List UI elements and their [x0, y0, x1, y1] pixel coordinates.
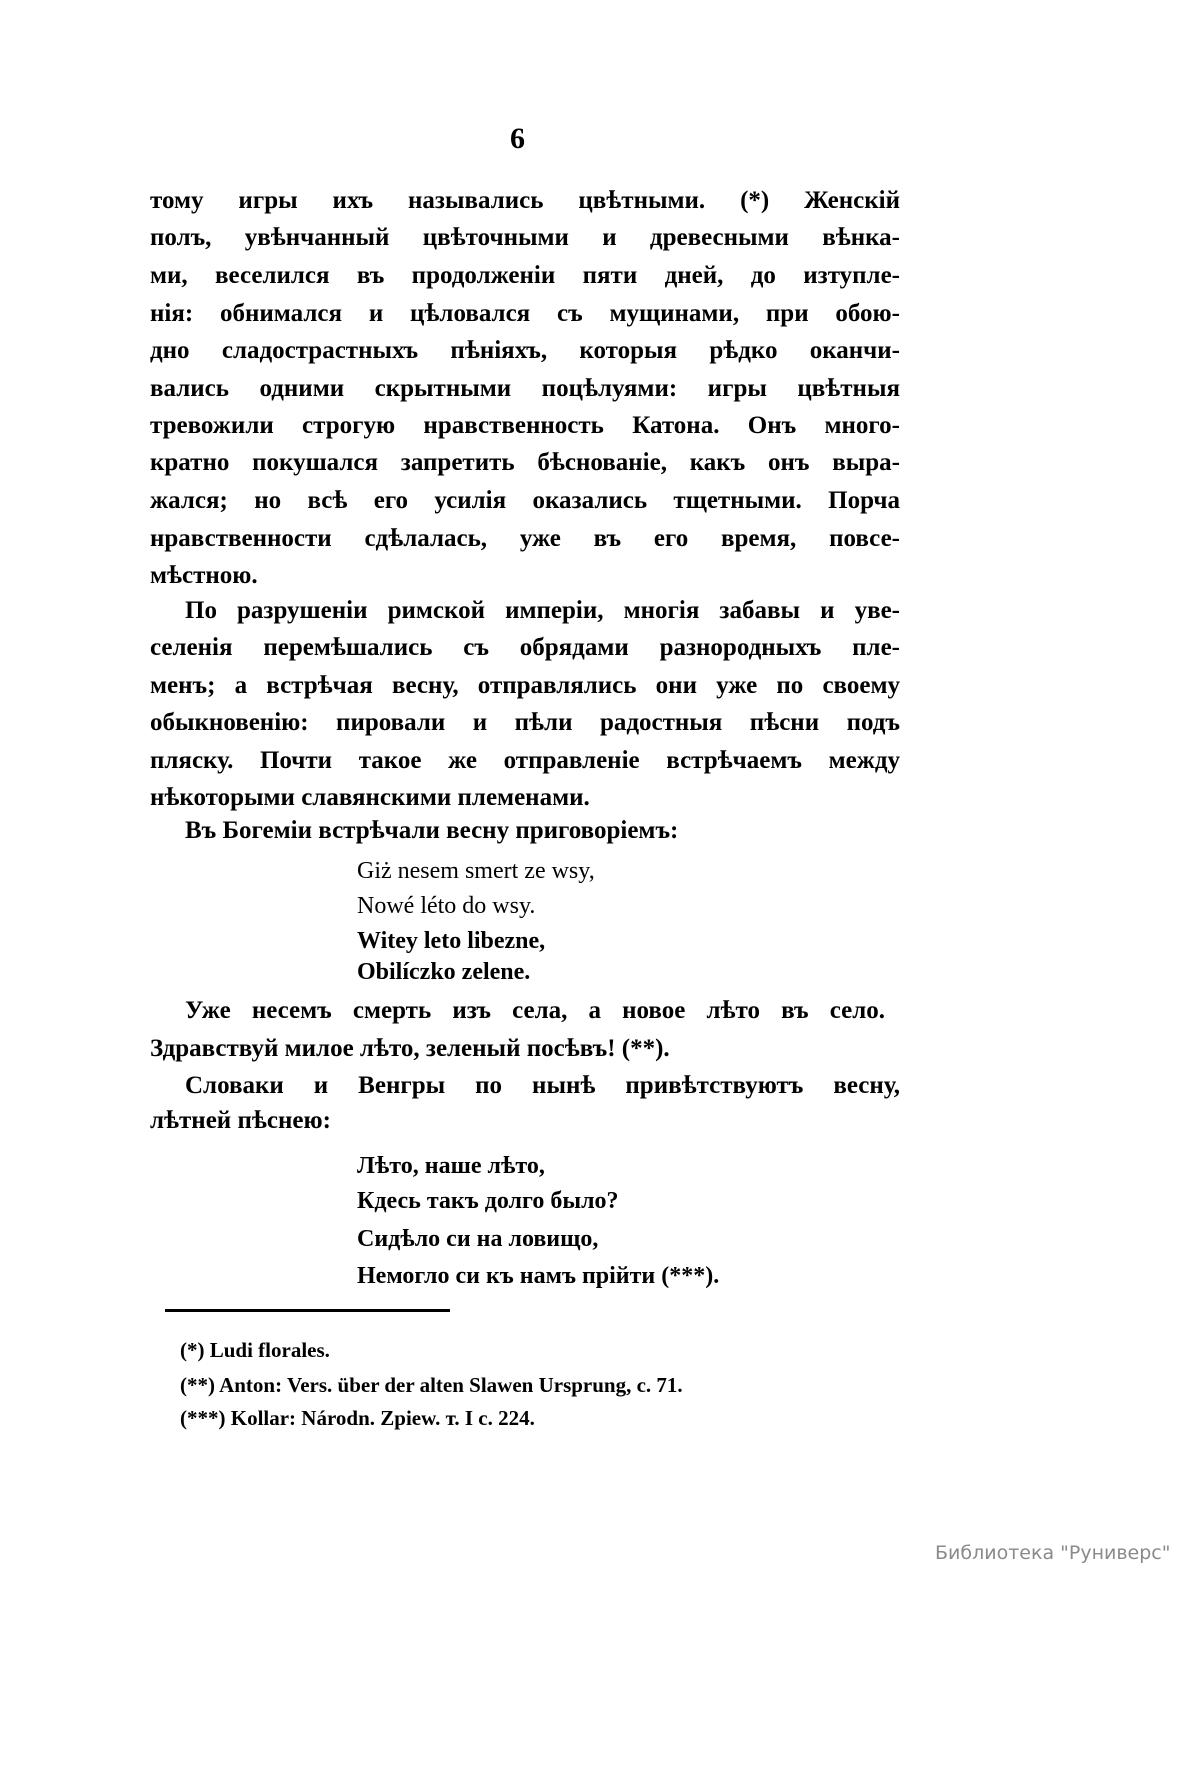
text-line: нія: обнимался и цѣловался съ мущинами, при обою-: [150, 300, 900, 327]
footnote: (**) Anton: Vers. über der alten Slawen Ursprung, c. 71.: [180, 1373, 683, 1397]
text-line: Здравствуй милое лѣто, зеленый посѣвъ! (**).: [150, 1035, 670, 1062]
text-line: обыкновенію: пировали и пѣли радостныя пѣсни подъ: [150, 709, 900, 736]
poem-line: Кдесь такъ долго было?: [357, 1188, 619, 1214]
footnote: (***) Kollar: Národn. Zpiew. т. I с. 224.: [180, 1406, 535, 1430]
text-line: жался; но всѣ его усилія оказались тщетными. Порча: [150, 487, 900, 514]
text-line: лѣтней пѣснею:: [150, 1107, 331, 1134]
text-line: пляску. Почти такое же отправленіе встрѣчаемъ между: [150, 747, 900, 774]
poem-line: Сидѣло си на ловищо,: [357, 1226, 599, 1252]
text-line: мѣстною.: [150, 562, 258, 589]
text-line: тому игры ихъ назывались цвѣтными. (*) Женскій: [150, 187, 900, 214]
text-line: Въ Богеміи встрѣчали весну приговоріемъ:: [185, 817, 679, 844]
text-line: тревожили строгую нравственность Катона. Онъ много-: [150, 412, 900, 439]
library-watermark: Библиотека "Руниверс": [935, 1542, 1171, 1564]
text-line: дно сладострастныхъ пѣніяхъ, которыя рѣдко оканчи-: [150, 337, 900, 364]
text-line: кратно покушался запретить бѣснованіе, какъ онъ выра-: [150, 449, 900, 476]
text-line: нѣкоторыми славянскими племенами.: [150, 784, 590, 811]
text-line: По разрушеніи римской имперіи, многія забавы и уве-: [185, 597, 900, 624]
poem-line: Немогло си къ намъ прійти (***).: [357, 1263, 720, 1289]
footnote: (*) Ludi florales.: [180, 1338, 330, 1362]
text-line: нравственности сдѣлалась, уже въ его время, повсе-: [150, 525, 900, 552]
text-line: вались одними скрытными поцѣлуями: игры цвѣтныя: [150, 375, 900, 402]
text-line: менъ; а встрѣчая весну, отправлялись они уже по своему: [150, 672, 900, 699]
page-number: 6: [510, 122, 525, 155]
text-line: полъ, увѣнчанный цвѣточными и древесными вѣнка-: [150, 224, 900, 251]
poem-line: Witey leto libezne,: [357, 928, 546, 954]
text-line: селенія перемѣшались съ обрядами разнородныхъ пле-: [150, 634, 900, 661]
text-line: ми, веселился въ продолженіи пяти дней, до изтупле-: [150, 262, 900, 289]
poem-line: Giż nesem smert ze wsy,: [357, 858, 595, 884]
poem-line: Nowé léto do wsy.: [357, 893, 536, 919]
poem-line: Obilíczko zelene.: [357, 959, 531, 985]
text-line: Словаки и Венгры по нынѣ привѣтствуютъ весну,: [185, 1072, 900, 1099]
footnote-divider: [165, 1309, 450, 1312]
text-line: Уже несемъ смерть изъ села, а новое лѣто въ село.: [185, 997, 885, 1024]
poem-line: Лѣто, наше лѣто,: [357, 1153, 545, 1179]
